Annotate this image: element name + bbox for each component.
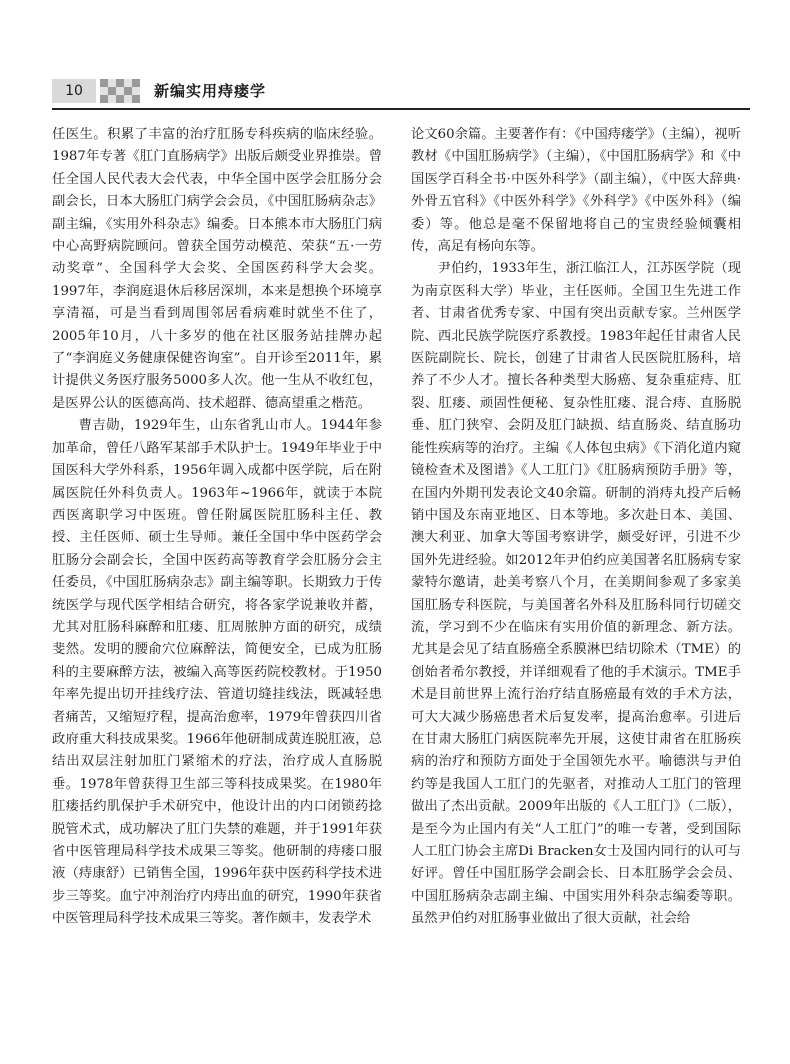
paragraph-cao-jixun: 曹吉勋，1929年生，山东省乳山市人。1944年参加革命，曾任八路军某部手术队护士。1949年毕业于中国医科大学外科系，1956年调入成都中医学院，后在附属医院任外科负责人。1963年~1966年，就读于本院西医离职学习中医班。曾任附属医院肛肠科主任、教授、主任医师、硕士生导师。兼任全国中华中医药学会肛肠分会副会长，全国中医药高等教育学会肛肠分会主任委员，《中国肛肠病杂志》副主编等职。长期致力于传统医学与现代医学相结合研究，将各家学说兼收并蓄，尤其对肛肠科麻醉和肛瘘、肛周脓肿方面的研究，成绩斐然。发明的腰俞穴位麻醉法，简便安全，已成为肛肠科的主要麻醉方法，被编入高等医药院校教材。于1950年率先提出切开挂线疗法、管道切缝挂线法，既减轻患者痛苦，又缩短疗程，提高治愈率，1979年曾获四川省政府重大科技成果奖。1966年他研制成黄连脱肛液，总结出双层注射加肛门紧缩术的疗法，治疗成人直肠脱垂。1978年曾获得卫生部三等科技成果奖。在1980年肛瘘括约肌保护手术研究中，他设计出的内口闭锁药捻脱管术式，成功解决了肛门失禁的难题，并于1991年获省中医管理局科学技术成果三等奖。他研制的痔瘘口服液（痔康舒）已销售全国，1996年获中医药科学技术进步三等奖。血宁冲剂治疗内痔出血的研究，1990年获省中医管理局科学技术成果三等奖。著作颇丰，发表学术 [52, 418, 382, 927]
paragraph-li-runting-continued: 任医生。积累了丰富的治疗肛肠专科疾病的临床经验。1987年专著《肛门直肠病学》出版后颇受业界推崇。曾任全国人民代表大会代表，中华全国中医学会肛肠分会副会长，日本大肠肛门病学会会员，《中国肛肠病杂志》副主编，《实用外科杂志》编委。日本熊本市大肠肛门病中心高野病院顾问。曾获全国劳动模范、荣获“五·一劳动奖章”、全国科学大会奖、全国医药科学大会奖。1997年，李润庭退休后移居深圳，本来是想换个环境享享清福，可是当看到周围邻居看病难时就坐不住了，2005年10月，八十多岁的他在社区服务站挂牌办起了“李润庭义务健康保健咨询室”。自开诊至2011年，累计提供义务医疗服务5000多人次。他一生从不收红包，是医界公认的医德高尚、技术超群、德高望重之楷范。 [52, 127, 382, 411]
book-title: 新编实用痔瘘学 [154, 82, 267, 100]
header-checker-ornament [100, 79, 140, 103]
page-number: 10 [52, 79, 96, 103]
paragraph-cao-jixun-continued: 论文60余篇。主要著作有：《中国痔瘘学》（主编），视听教材《中国肛肠病学》（主编），《中国肛肠病学》和《中国医学百科全书·中医外科学》（副主编），《中医大辞典·外骨五官科》《中医外科学》《外科学》《中医外科》（编委）等。他总是毫不保留地将自己的宝贵经验倾囊相传，高足有杨向东等。 [411, 127, 741, 255]
right-column [411, 124, 741, 931]
left-column [52, 124, 382, 931]
paragraph-yin-boyue: 尹伯约，1933年生，浙江临江人，江苏医学院（现为南京医科大学）毕业，主任医师。全国卫生先进工作者、甘肃省优秀专家、中国有突出贡献专家。兰州医学院、西北民族学院医疗系教授。1983年起任甘肃省人民医院副院长、院长，创建了甘肃省人民医院肛肠科，培养了不少人才。擅长各种类型大肠癌、复杂重症痔、肛裂、肛瘘、顽固性便秘、复杂性肛瘘、混合痔、直肠脱垂、肛门狭窄、会阴及肛门缺损、结直肠炎、结直肠功能性疾病等的治疗。主编《人体包虫病》《下消化道内窥镜检查术及图谱》《人工肛门》《肛肠病预防手册》等，在国内外期刊发表论文40余篇。研制的消痔丸投产后畅销中国及东南亚地区、日本等地。多次赴日本、美国、澳大利亚、加拿大等国考察讲学，颇受好评，引进不少国外先进经验。如2012年尹伯约应美国著名肛肠病专家蒙特尔邀请，赴美考察八个月，在美期间参观了多家美国肛肠专科医院，与美国著名外科及肛肠科同行切磋交流，学习到不少在临床有实用价值的新理念、新方法。尤其是会见了结直肠癌全系膜淋巴结切除术（TME）的创始者希尔教授，并详细观看了他的手术演示。TME手术是目前世界上流行治疗结直肠癌最有效的手术方法，可大大减少肠癌患者术后复发率，提高治愈率。引进后在甘肃大肠肛门病医院率先开展，这使甘肃省在肛肠疾病的治疗和预防方面处于全国领先水平。喻德洪与尹伯约等是我国人工肛门的先驱者，对推动人工肛门的管理做出了杰出贡献。2009年出版的《人工肛门》（二版），是至今为止国内有关“人工肛门”的唯一专著，受到国际人工肛门协会主席Di Bracken女士及国内同行的认可与好评。曾任中国肛肠学会副会长、日本肛肠学会会员、中国肛肠病杂志副主编、中国实用外科杂志编委等职。虽然尹伯约对肛肠事业做出了很大贡献，社会给 [411, 261, 741, 927]
